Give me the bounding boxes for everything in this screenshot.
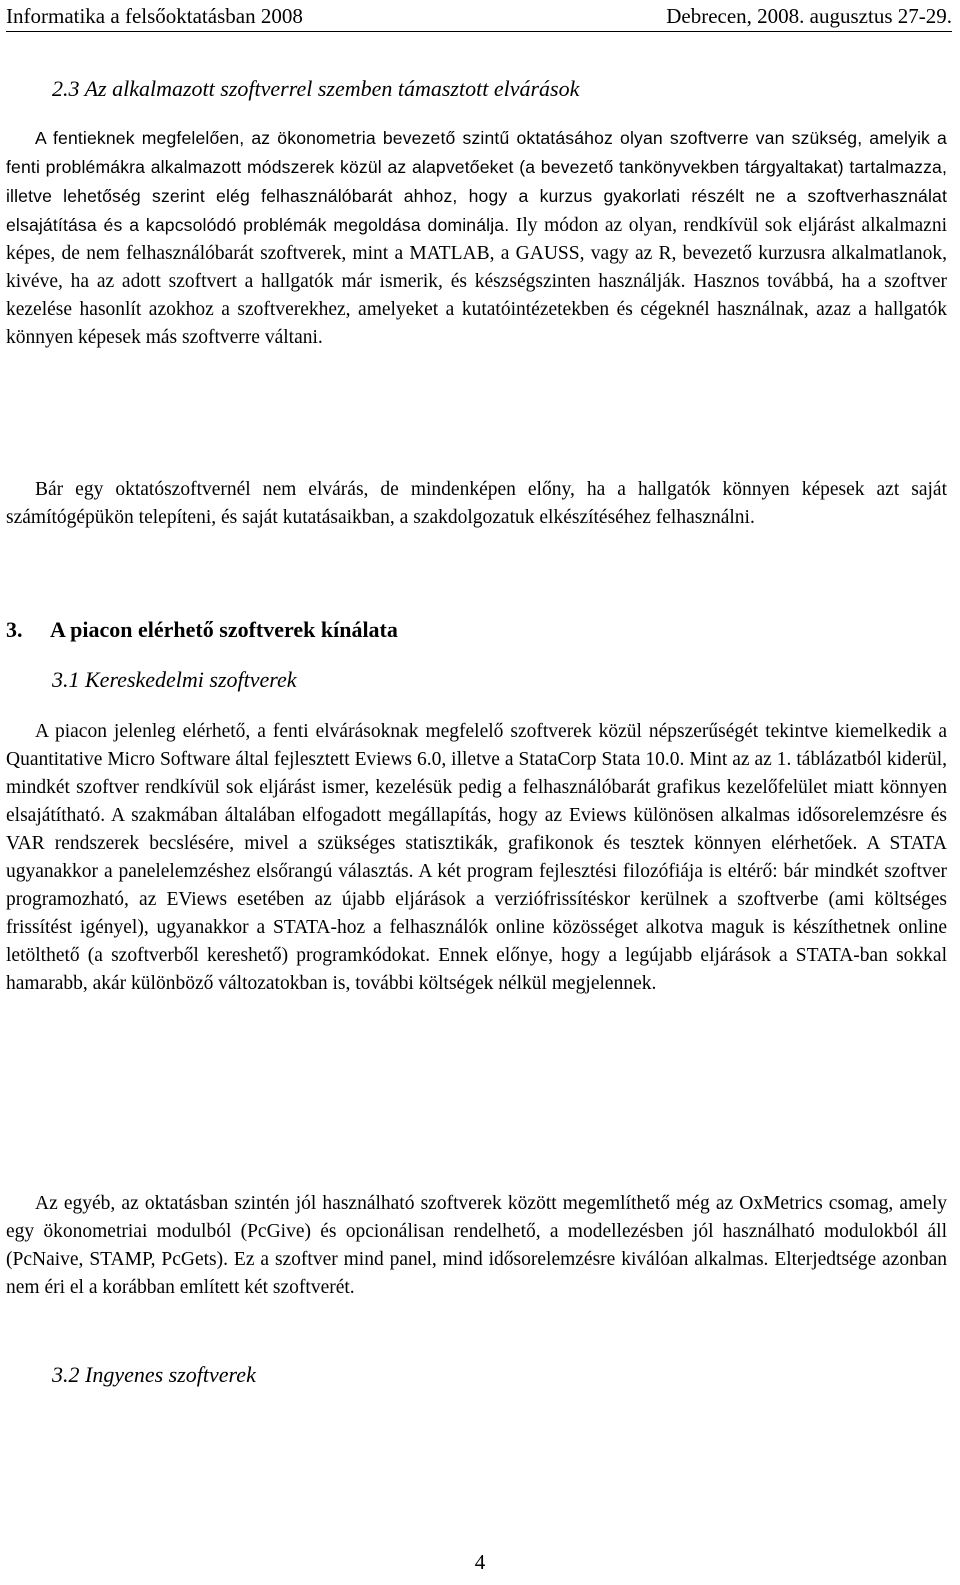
paragraph-serif-part: Ily módon az olyan, rendkívül sok eljárást alkalmazni képes, de nem felhasználóbarát szoftverek, mint a MATLAB, a GAUSS, vagy az R, bevezető kurzusra alkalmatlanok, kivéve, ha az adott szoftvert a hallgatók már ismerik, és készségszinten használják. Hasznos továbbá, ha a szoftver kezelése hasonlít azokhoz a szoftverekhez, amelyeket a kutatóintézetekben és cégeknél használnak, azaz a hallgatók könnyen képesek más szoftverre váltani. [6,215,947,348]
section-3-1-title: 3.1 Kereskedelmi szoftverek [52,667,297,692]
section-2-3-paragraph-2: Bár egy oktatószoftvernél nem elvárás, de mindenképen előny, ha a hallgatók könnyen képesek azt saját számítógépükön telepíteni, és saját kutatásaikban, a szakdolgozatuk elkészítéséhez felhasználni. [6,479,947,528]
section-3-heading [6,617,398,643]
section-2-3-paragraph-1 [6,124,947,352]
page-header [6,2,952,42]
section-2-3-title: 2.3 Az alkalmazott szoftverrel szemben támasztott elvárások [52,76,580,101]
paragraph-sans-part: A fentieknek megfelelően, az ökonometria bevezető szintű oktatásához olyan szoftverre van szükség, amelyik a fenti problémákra alkalmazott módszerek közül az alapvetőeket (a bevezető tankönyvekben tárgyaltakat) tartalmazza, illetve lehetőség szerint elég felhasználóbarát ahhoz, hogy a kurzus gyakorlati részélt ne a szoftverhasználat elsajátítása és a kapcsolódó problémák megoldása dominálja. [6,128,947,235]
header-rule [6,31,952,32]
section-3-2-title: 3.2 Ingyenes szoftverek [52,1362,256,1387]
section-3-1-paragraph-1: A piacon jelenleg elérhető, a fenti elvárásoknak megfelelő szoftverek közül népszerűségét tekintve kiemelkedik a Quantitative Micro Software által fejlesztett Eviews 6.0, illetve a StataCorp Stata 10.0. Mint az az 1. táblázatból kiderül, mindkét szoftver rendkívül sok eljárást ismer, kezelésük pedig a felhasználóbarát grafikus kezelőfelület miatt könnyen elsajátítható. A szakmában általában elfogadott megállapítás, hogy az Eviews különösen alkalmas idősorelemzésre és VAR rendszerek becslésére, mivel a szükséges statisztikák, grafikonok és tesztek könnyen elérhetőek. A STATA ugyanakkor a panelelemzéshez elsőrangú választás. A két program fejlesztési filozófiája is eltérő: bár mindkét szoftver programozható, az EViews esetében az újabb eljárások a verziófrissítéskor kerülnek a szoftverbe (ami költséges frissítést igényel), ugyanakkor a STATA-hoz a felhasználók online közösséget alkotva maguk is készíthetnek online letölthető (a szoftverből kereshető) programkódokat. Ennek előnye, hogy a legújabb eljárások a STATA-ban sokkal hamarabb, akár különböző változatokban is, további költségek nélkül megjelennek. [6,721,947,994]
section-3-1-paragraph-2: Az egyéb, az oktatásban szintén jól használható szoftverek között megemlíthető még az OxMetrics csomag, amely egy ökonometriai modulból (PcGive) és opcionálisan rendelhető, a modellezésben jól használható modulokból áll (PcNaive, STAMP, PcGets). Ez a szoftver mind panel, mind idősorelemzésre kiválóan alkalmas. Elterjedtsége azonban nem éri el a korábban említett két szoftverét. [6,1193,947,1298]
page-number: 4 [474,1550,486,1574]
header-conference-title: Informatika a felsőoktatásban 2008 [6,4,303,28]
header-location-date: Debrecen, 2008. augusztus 27-29. [666,4,952,28]
section-3-number: 3. [6,617,23,642]
section-3-title: A piacon elérhető szoftverek kínálata [50,617,398,642]
